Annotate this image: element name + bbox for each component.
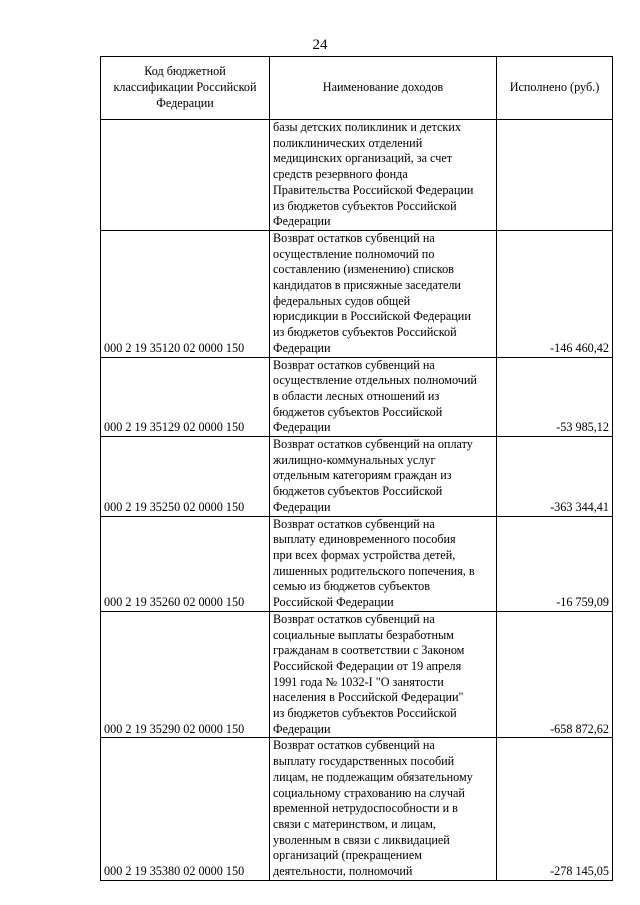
- row-amount: -363 344,41: [497, 437, 613, 517]
- table-row: [101, 357, 613, 437]
- row-amount: -53 985,12: [497, 357, 613, 437]
- table-row: [101, 230, 613, 357]
- header-code: Код бюджетной классификации Российской Федерации: [101, 57, 270, 120]
- row-code: 000 2 19 35380 02 0000 150: [101, 738, 270, 880]
- row-name: базы детских поликлиник и детских поликлинических отделений медицинских организаций, за счет средств резервного фонда Правительства Российской Федерации из бюджетов субъектов Российской Федерации: [270, 120, 497, 231]
- row-name: Возврат остатков субвенций на социальные выплаты безработным гражданам в соответствии с Законом Российской Федерации от 19 апреля 1991 года № 1032-I "О занятости населения в Российской Федерации" из бюджетов субъектов Российской Федерации: [270, 611, 497, 738]
- row-amount: -16 759,09: [497, 516, 613, 611]
- row-amount: -146 460,42: [497, 230, 613, 357]
- table-row: [101, 437, 613, 517]
- table-row: [101, 611, 613, 738]
- row-code: [101, 120, 270, 231]
- page-number: 24: [312, 37, 328, 53]
- row-name: Возврат остатков субвенций на выплату государственных пособий лицам, не подлежащим обязательному социальному страхованию на случай временной нетрудоспособности и в связи с материнством, и лицам, уволенным в связи с ликвидацией организаций (прекращением деятельности, полномочий: [270, 738, 497, 880]
- row-name: Возврат остатков субвенций на осуществление полномочий по составлению (изменению) списков кандидатов в присяжные заседатели федеральных судов общей юрисдикции в Российской Федерации из бюджетов субъектов Российской Федерации: [270, 230, 497, 357]
- table-row: [101, 738, 613, 880]
- row-code: 000 2 19 35129 02 0000 150: [101, 357, 270, 437]
- table-row: [101, 120, 613, 231]
- table-body: [101, 120, 613, 881]
- budget-revenue-table: [100, 56, 613, 881]
- header-name: Наименование доходов: [270, 57, 497, 120]
- row-name: Возврат остатков субвенций на оплату жилищно-коммунальных услуг отдельным категориям граждан из бюджетов субъектов Российской Федерации: [270, 437, 497, 517]
- row-code: 000 2 19 35290 02 0000 150: [101, 611, 270, 738]
- header-row: [101, 57, 613, 120]
- row-code: 000 2 19 35120 02 0000 150: [101, 230, 270, 357]
- row-amount: -278 145,05: [497, 738, 613, 880]
- table-header: [101, 57, 613, 120]
- header-amount: Исполнено (руб.): [497, 57, 613, 120]
- row-code: 000 2 19 35260 02 0000 150: [101, 516, 270, 611]
- row-name: Возврат остатков субвенций на осуществление отдельных полномочий в области лесных отношений из бюджетов субъектов Российской Федерации: [270, 357, 497, 437]
- row-amount: -658 872,62: [497, 611, 613, 738]
- row-amount: [497, 120, 613, 231]
- row-name: Возврат остатков субвенций на выплату единовременного пособия при всех формах устройства детей, лишенных родительского попечения, в семью из бюджетов субъектов Российской Федерации: [270, 516, 497, 611]
- table-row: [101, 516, 613, 611]
- row-code: 000 2 19 35250 02 0000 150: [101, 437, 270, 517]
